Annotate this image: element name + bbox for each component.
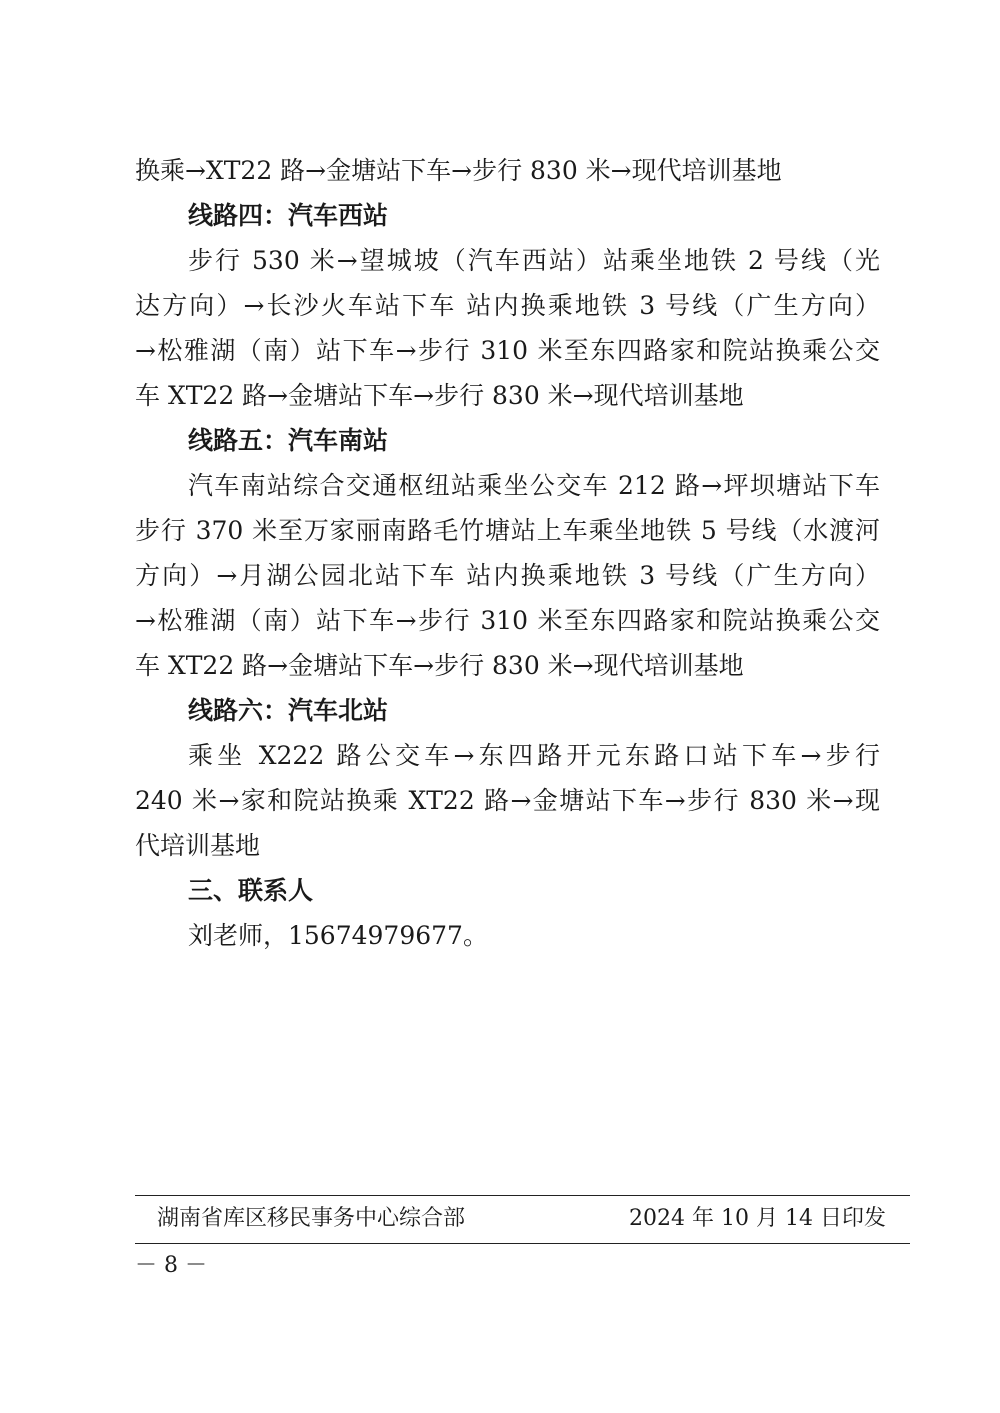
route5-line: 步行 370 米至万家丽南路毛竹塘站上车乘坐地铁 5 号线（水渡河: [135, 516, 880, 545]
route5-line: 方向）→月湖公园北站下车 站内换乘地铁 3 号线（广生方向）: [135, 561, 880, 590]
route4-heading: 线路四：汽车西站: [188, 201, 389, 230]
footer-issuer: 湖南省库区移民事务中心综合部: [157, 1206, 466, 1231]
route6-line: 240 米→家和院站换乘 XT22 路→金塘站下车→步行 830 米→现: [135, 786, 880, 815]
route6-line: 代培训基地: [135, 831, 261, 860]
route3-continuation: 换乘→XT22 路→金塘站下车→步行 830 米→现代培训基地: [135, 156, 782, 185]
route4-line: 车 XT22 路→金塘站下车→步行 830 米→现代培训基地: [135, 381, 744, 410]
route5-heading: 线路五：汽车南站: [188, 426, 389, 455]
route4-line: →松雅湖（南）站下车→步行 310 米至东四路家和院站换乘公交: [135, 336, 880, 365]
route4-line: 达方向）→长沙火车站下车 站内换乘地铁 3 号线（广生方向）: [135, 291, 880, 320]
route4-line: 步行 530 米→望城坡（汽车西站）站乘坐地铁 2 号线（光: [188, 246, 880, 275]
route5-line: →松雅湖（南）站下车→步行 310 米至东四路家和院站换乘公交: [135, 606, 880, 635]
route6-heading: 线路六：汽车北站: [188, 696, 389, 725]
document-body: [135, 148, 880, 958]
route6-line: 乘坐 X222 路公交车→东四路开元东路口站下车→步行: [188, 741, 880, 770]
footer-issue-date: 2024 年 10 月 14 日印发: [629, 1206, 886, 1231]
route5-line: 车 XT22 路→金塘站下车→步行 830 米→现代培训基地: [135, 651, 744, 680]
page-number: － 8 －: [135, 1253, 207, 1278]
footer-bottom-rule: [135, 1243, 910, 1244]
contact-line: 刘老师，15674979677。: [188, 921, 488, 950]
contact-heading: 三、联系人: [188, 876, 314, 905]
footer-top-rule: [135, 1195, 910, 1196]
route5-line: 汽车南站综合交通枢纽站乘坐公交车 212 路→坪坝塘站下车: [188, 471, 880, 500]
